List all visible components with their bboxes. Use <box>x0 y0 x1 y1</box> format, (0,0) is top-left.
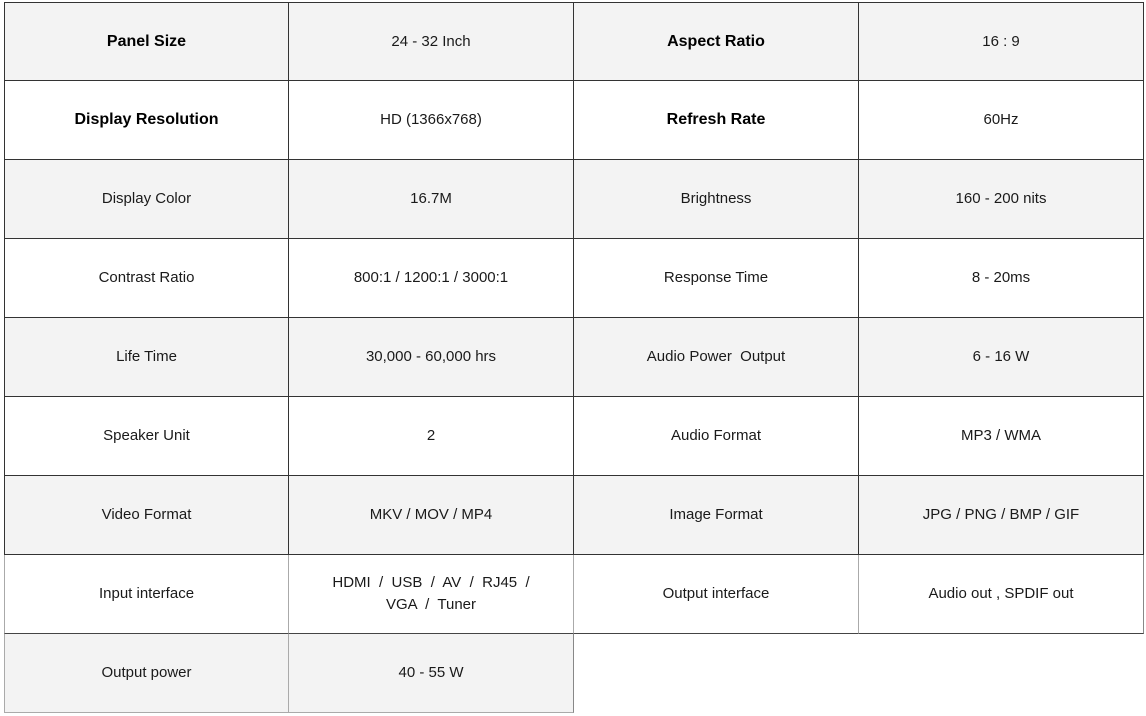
table-row <box>4 476 1144 555</box>
spec-label: Speaker Unit <box>4 397 289 476</box>
spec-label: Refresh Rate <box>574 81 859 160</box>
spec-label: Video Format <box>4 476 289 555</box>
spec-label: Input interface <box>4 555 289 634</box>
table-row <box>4 160 1144 239</box>
spec-value: 2 <box>289 397 574 476</box>
spec-value: 160 - 200 nits <box>859 160 1144 239</box>
spec-value: JPG / PNG / BMP / GIF <box>859 476 1144 555</box>
spec-value: 800:1 / 1200:1 / 3000:1 <box>289 239 574 318</box>
empty-cell <box>859 634 1144 713</box>
spec-label: Response Time <box>574 239 859 318</box>
spec-value: 24 - 32 Inch <box>289 2 574 81</box>
spec-label: Display Color <box>4 160 289 239</box>
spec-value: Audio out , SPDIF out <box>859 555 1144 634</box>
spec-value: HD (1366x768) <box>289 81 574 160</box>
spec-value: 16 : 9 <box>859 2 1144 81</box>
spec-label: Audio Format <box>574 397 859 476</box>
table-row <box>4 239 1144 318</box>
spec-label: Panel Size <box>4 2 289 81</box>
table-row <box>4 81 1144 160</box>
table-row <box>4 397 1144 476</box>
spec-value: 40 - 55 W <box>289 634 574 713</box>
table-row <box>4 318 1144 397</box>
table-row <box>4 634 1144 713</box>
spec-table <box>4 2 1144 713</box>
spec-label: Aspect Ratio <box>574 2 859 81</box>
spec-value: 30,000 - 60,000 hrs <box>289 318 574 397</box>
spec-label: Contrast Ratio <box>4 239 289 318</box>
spec-value: 8 - 20ms <box>859 239 1144 318</box>
spec-value-text: HDMI / USB / AV / RJ45 / VGA / Tuner <box>332 574 538 613</box>
table-row <box>4 555 1144 634</box>
spec-label: Brightness <box>574 160 859 239</box>
spec-label: Image Format <box>574 476 859 555</box>
spec-label: Output power <box>4 634 289 713</box>
spec-label: Output interface <box>574 555 859 634</box>
spec-value: 60Hz <box>859 81 1144 160</box>
empty-cell <box>574 634 859 713</box>
spec-label: Display Resolution <box>4 81 289 160</box>
spec-label: Audio Power Output <box>574 318 859 397</box>
spec-value <box>289 555 574 634</box>
spec-value: MP3 / WMA <box>859 397 1144 476</box>
spec-value: 6 - 16 W <box>859 318 1144 397</box>
table-row <box>4 2 1144 81</box>
spec-label: Life Time <box>4 318 289 397</box>
spec-value: MKV / MOV / MP4 <box>289 476 574 555</box>
spec-value: 16.7M <box>289 160 574 239</box>
